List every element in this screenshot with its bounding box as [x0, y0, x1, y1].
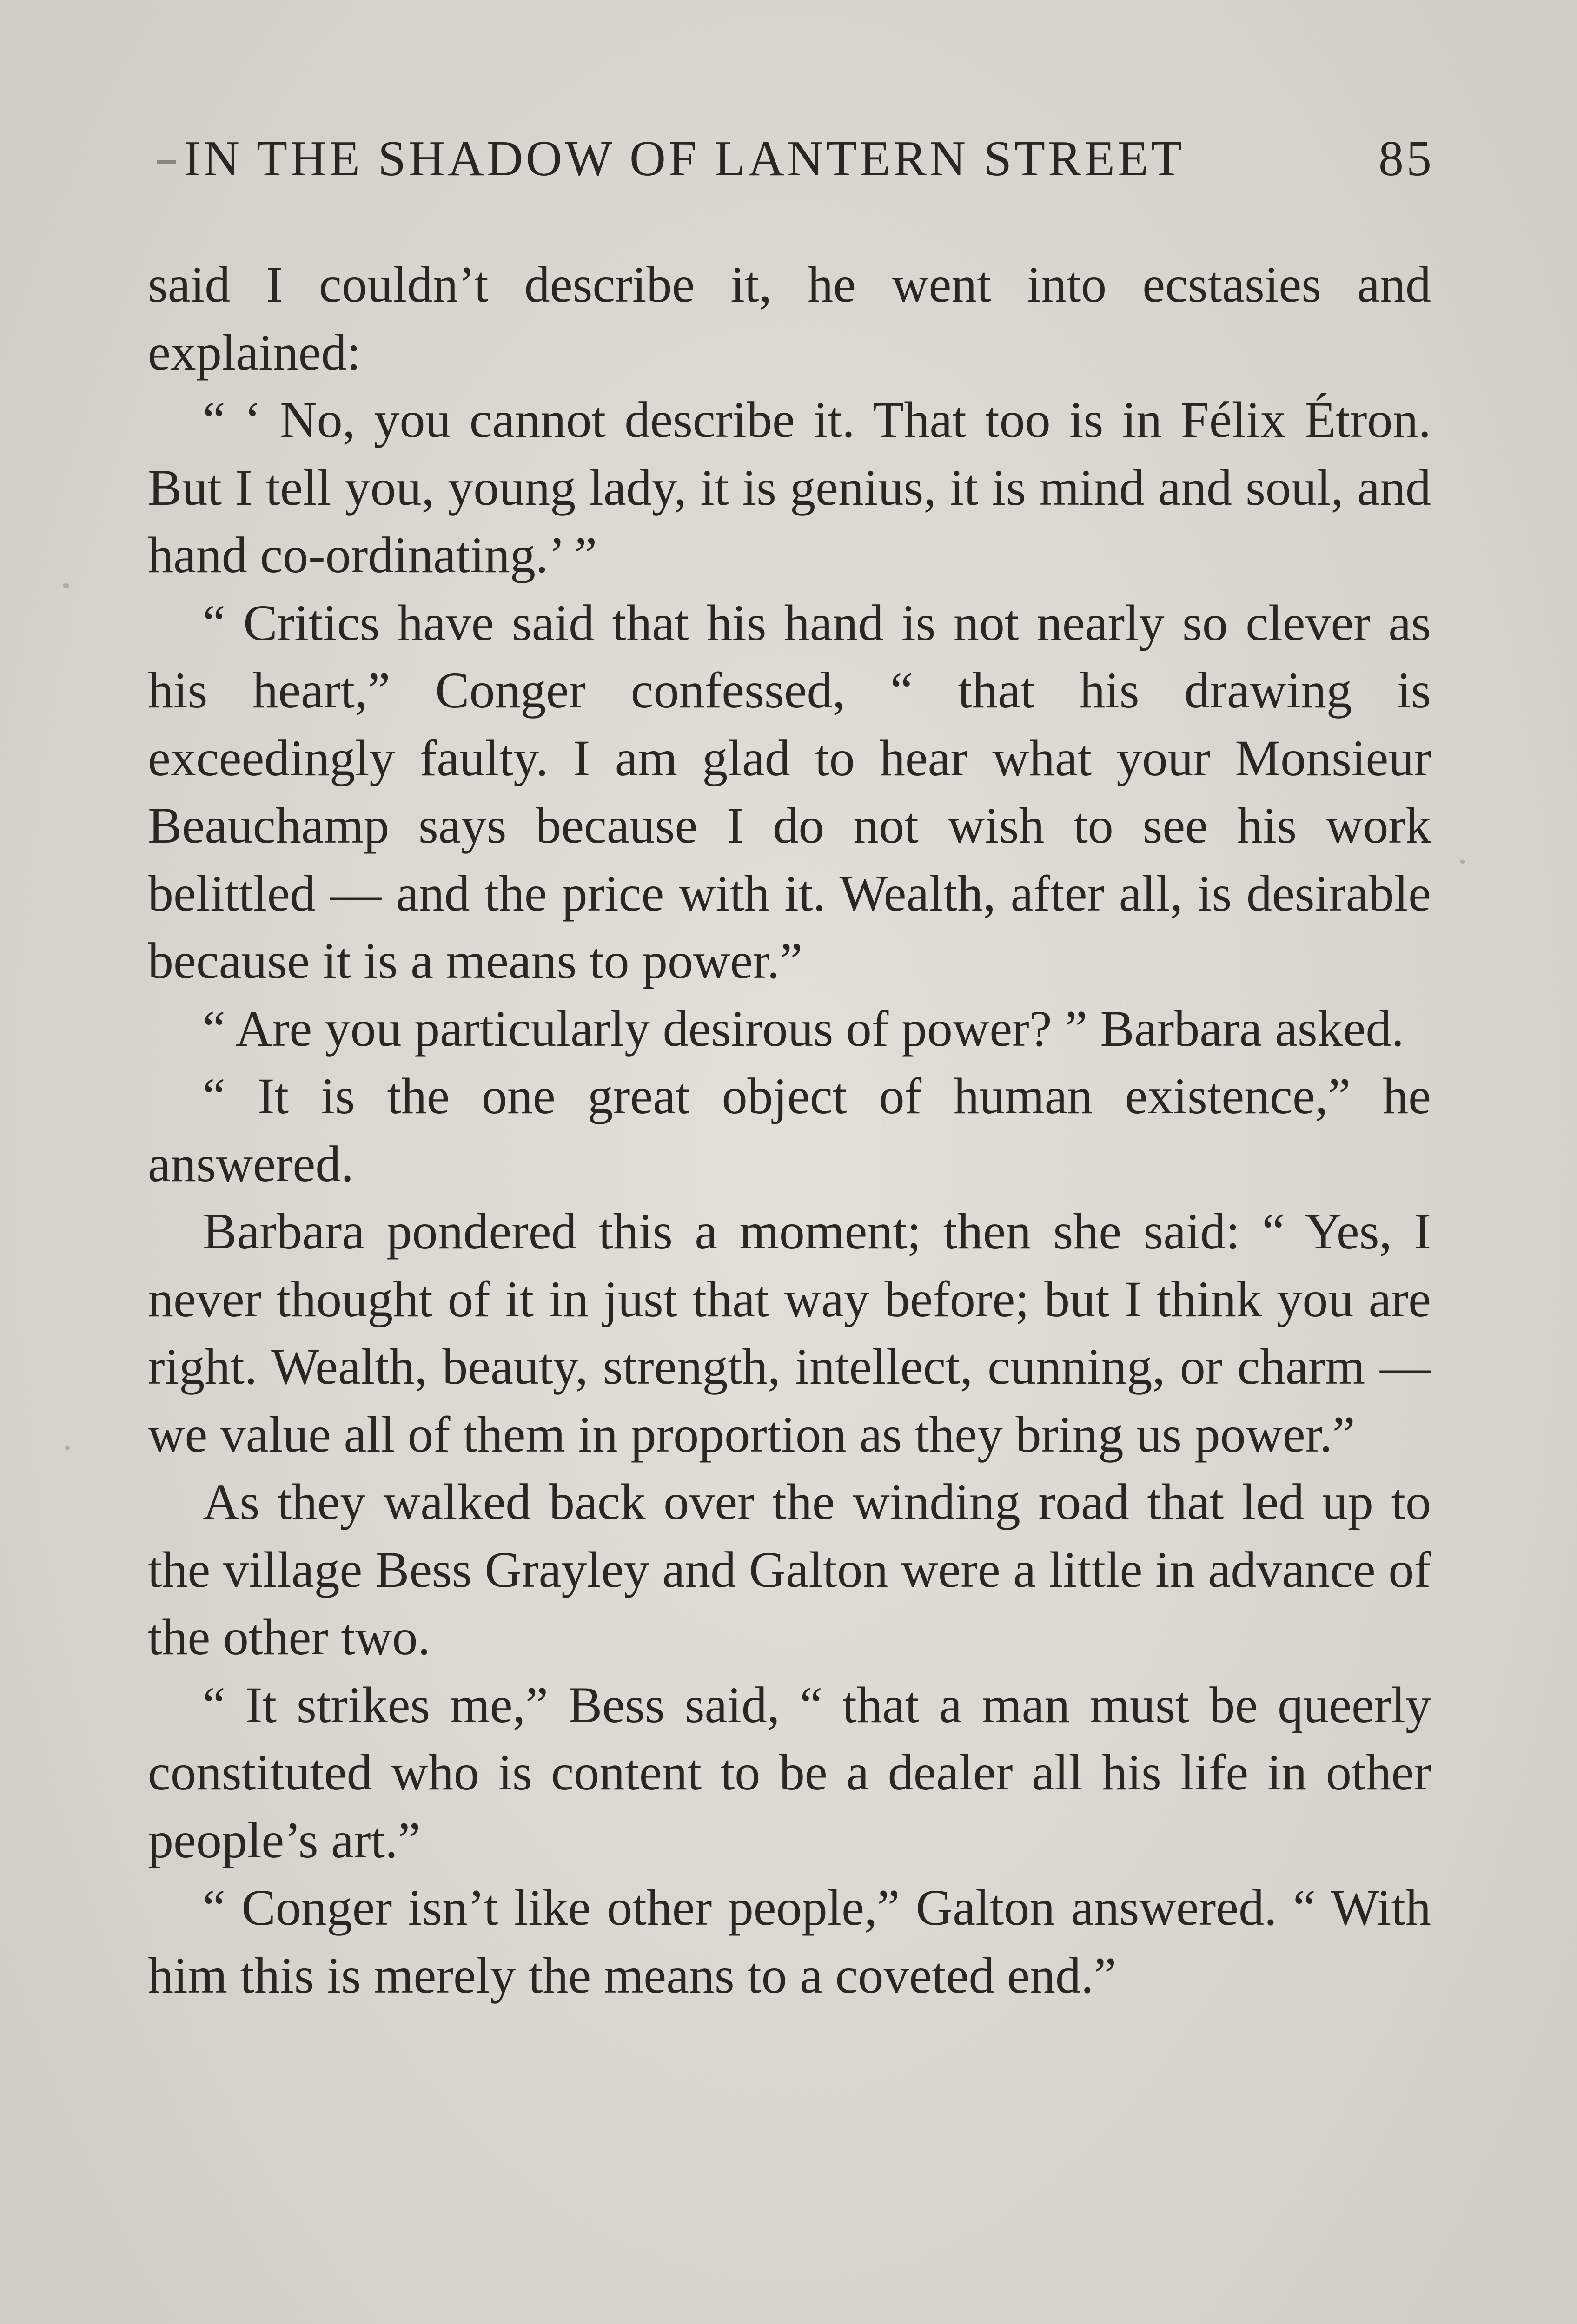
- header-dash-mark: [157, 160, 176, 164]
- body-text: [148, 251, 1431, 2009]
- page-number: 85: [1378, 131, 1434, 186]
- paragraph: “ It strikes me,” Bess said, “ that a man must be queerly constituted who is content to be a dealer all his life in other people’s art.”: [148, 1676, 1431, 1868]
- paragraph: “ Conger isn’t like other people,” Galton answered. “ With him this is merely the means to a coveted end.”: [148, 1879, 1431, 2004]
- paragraph: “ Are you particularly desirous of power? ” Barbara asked.: [203, 1000, 1404, 1057]
- paper-speck: [63, 583, 69, 588]
- paragraph: As they walked back over the winding road that led up to the village Bess Grayley and Galton were a little in advance of the other two.: [148, 1473, 1431, 1665]
- paper-speck: [1460, 860, 1465, 864]
- paper-speck: [65, 1446, 70, 1450]
- paragraph: “ ‘ No, you cannot describe it. That too is in Félix Étron. But I tell you, young lady, it is genius, it is mind and soul, and hand co-ordinating.’ ”: [148, 391, 1431, 583]
- paragraph: said I couldn’t describe it, he went into ecstasies and explained:: [148, 256, 1431, 381]
- paragraph: “ Critics have said that his hand is not nearly so clever as his heart,” Conger confessed, “ that his drawing is exceedingly faulty. I am glad to hear what your Monsieur Beauchamp says because I do not wish to see his work belittled — and the price with it. Wealth, after all, is desirable because it is a means to power.”: [148, 594, 1431, 989]
- running-head-title: IN THE SHADOW OF LANTERN STREET: [184, 131, 1185, 186]
- paragraph: Barbara pondered this a moment; then she said: “ Yes, I never thought of it in just that way before; but I think you are right. Wealth, beauty, strength, intellect, cunning, or charm — we value all of them in proportion as they bring us power.”: [148, 1203, 1431, 1463]
- paragraph: “ It is the one great object of human existence,” he answered.: [148, 1068, 1431, 1192]
- running-head: [184, 130, 1434, 200]
